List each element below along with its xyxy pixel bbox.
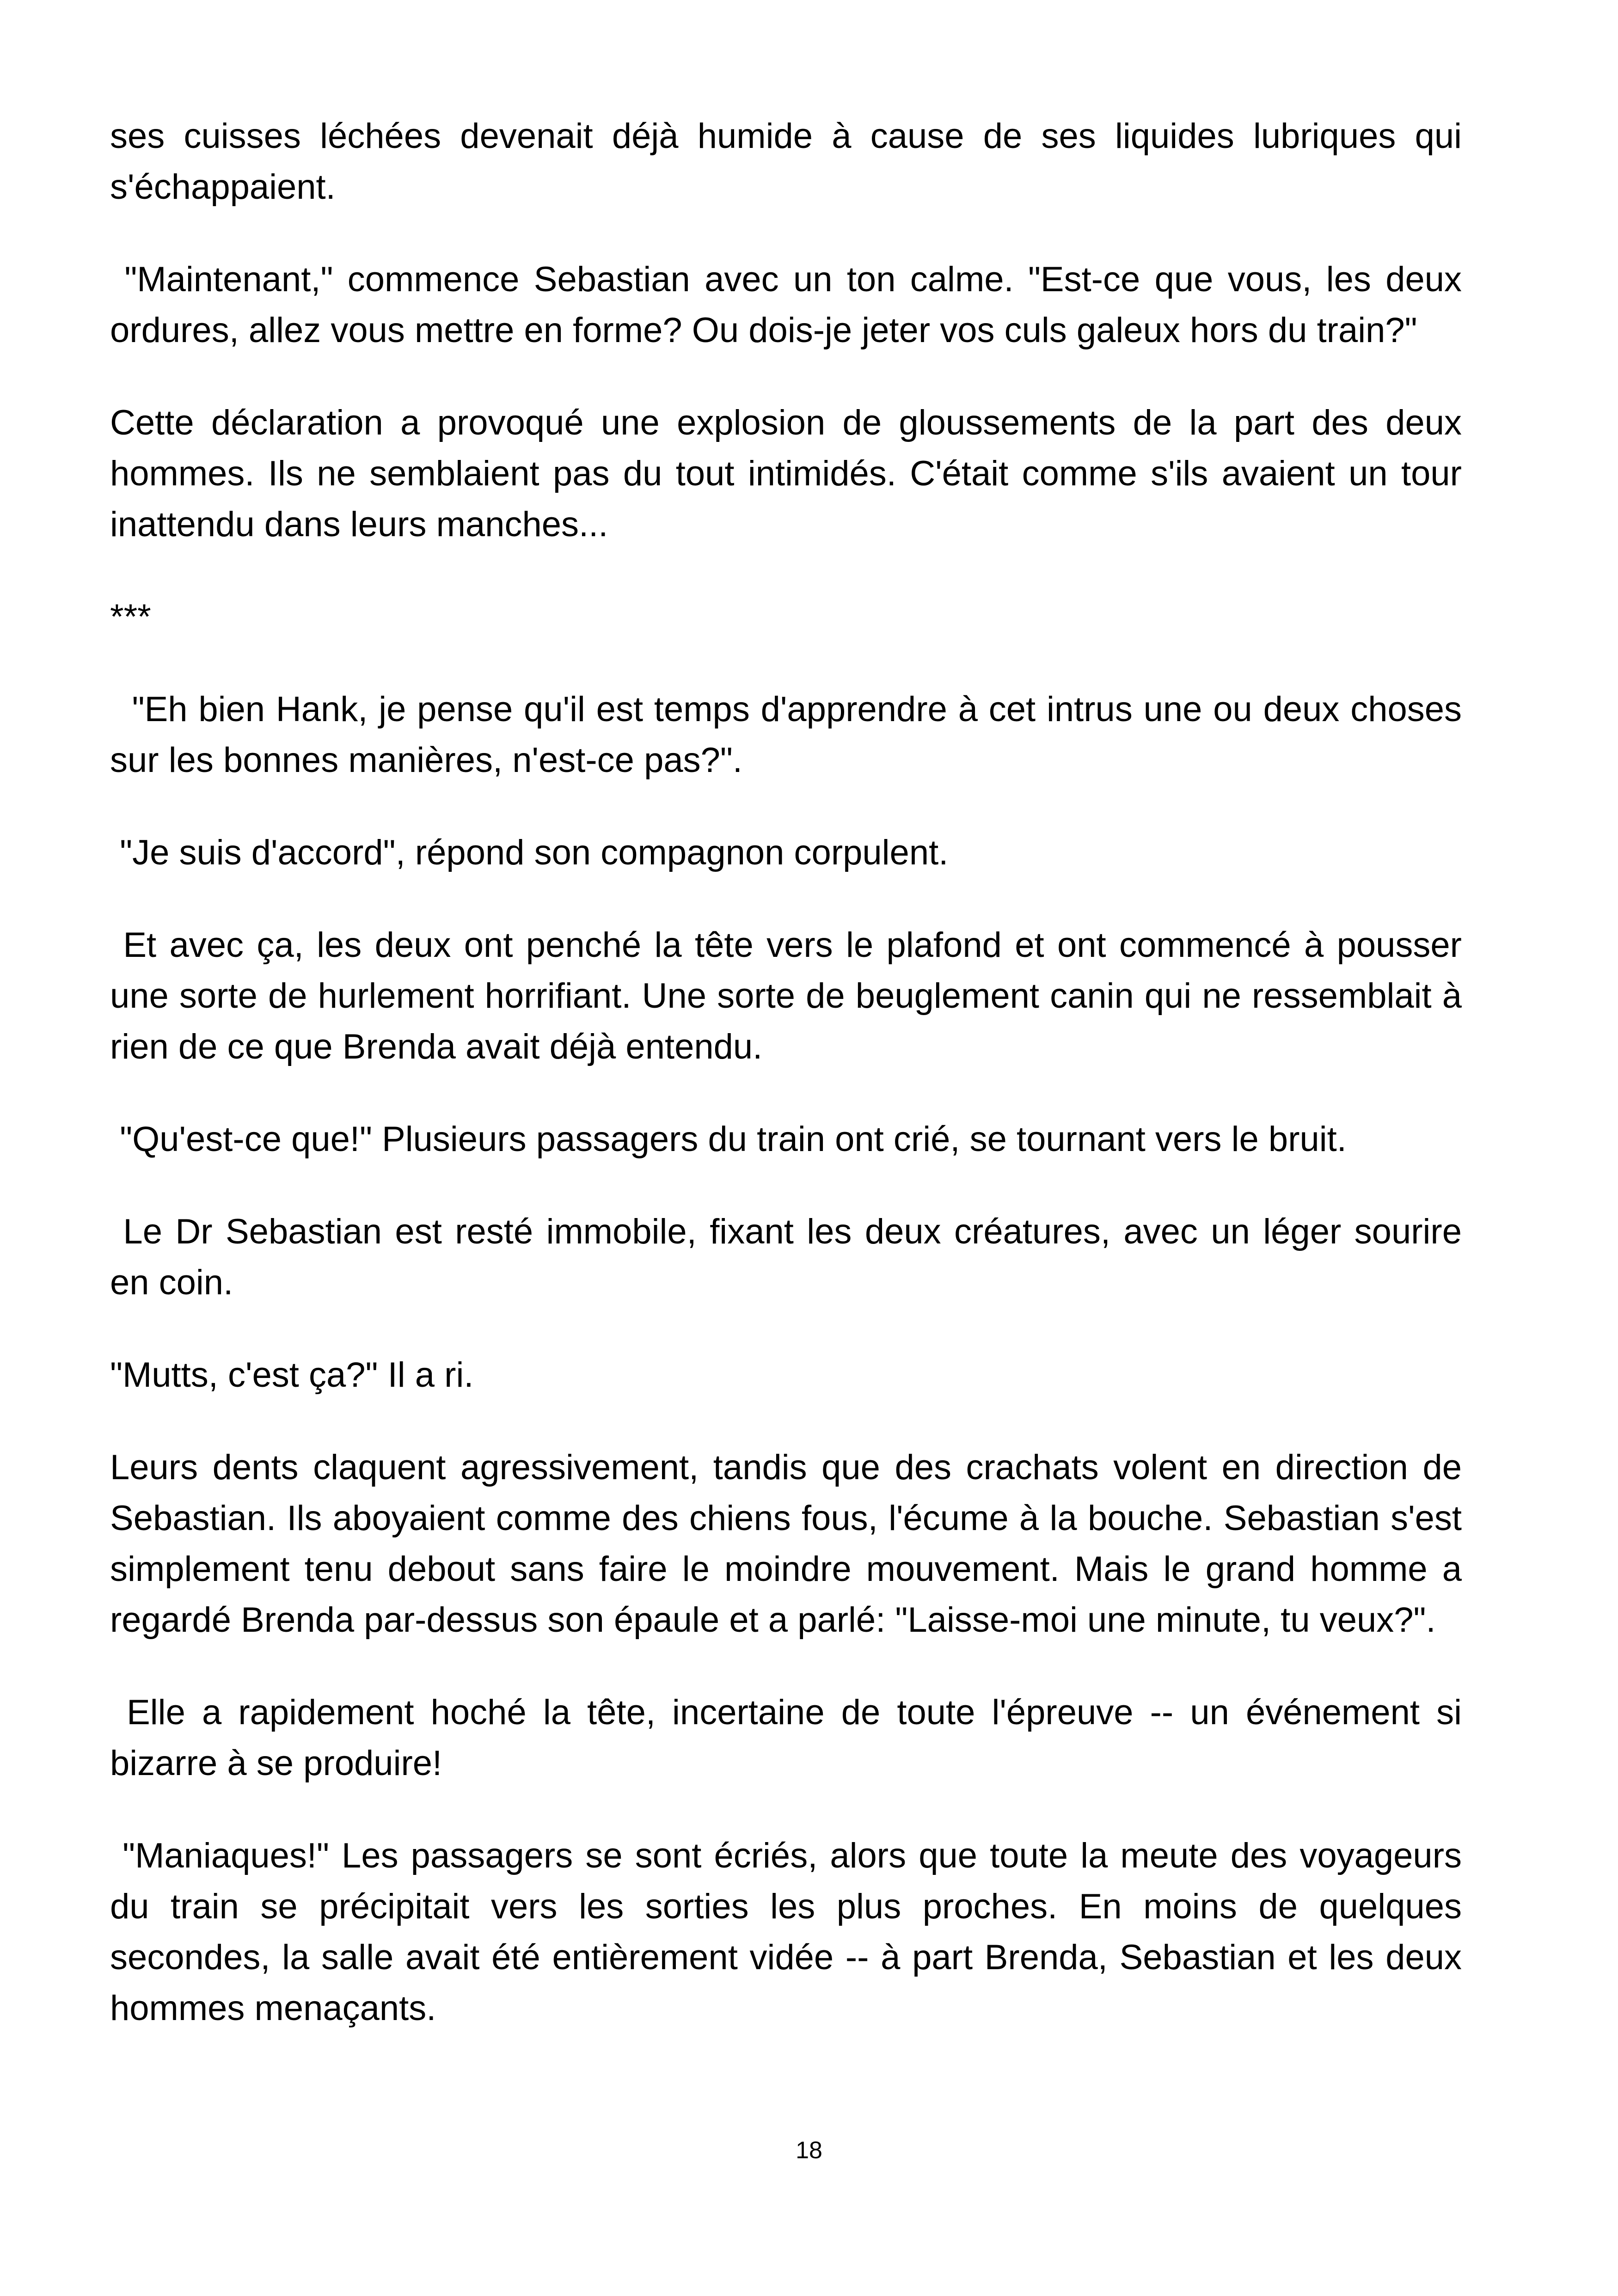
paragraph-1: ses cuisses léchées devenait déjà humide à cause de ses liquides lubriques qui s'échappaient. (110, 116, 1472, 207)
paragraph-13: "Maniaques!" Les passagers se sont écriés, alors que toute la meute des voyageurs du train se précipitait vers les sorties les plus proches. En moins de quelques secondes, la salle avait été entièrement vidée -- à part Brenda, Sebastian et les deux hommes menaçants. (110, 1836, 1472, 2028)
paragraph-6: "Je suis d'accord", répond son compagnon corpulent. (110, 833, 949, 872)
body-text (110, 111, 1472, 2076)
scene-break: *** (110, 597, 151, 637)
paragraph-10: "Mutts, c'est ça?" Il a ri. (110, 1355, 474, 1395)
paragraph-8: "Qu'est-ce que!" Plusieurs passagers du train ont crié, se tournant vers le bruit. (110, 1120, 1347, 1159)
page-number: 18 (796, 2137, 822, 2164)
paragraph-7: Et avec ça, les deux ont penché la tête vers le plafond et ont commencé à pousser une sorte de hurlement horrifiant. Une sorte de beuglement canin qui ne ressemblait à rien de ce que Brenda avait déjà entendu. (110, 925, 1472, 1066)
paragraph-9: Le Dr Sebastian est resté immobile, fixant les deux créatures, avec un léger sourire en coin. (110, 1212, 1472, 1302)
paragraph-5: "Eh bien Hank, je pense qu'il est temps d'apprendre à cet intrus une ou deux choses sur les bonnes manières, n'est-ce pas?". (110, 690, 1472, 780)
paragraph-11: Leurs dents claquent agressivement, tandis que des crachats volent en direction de Sebastian. Ils aboyaient comme des chiens fous, l'écume à la bouche. Sebastian s'est simplement tenu debout sans faire le moindre mouvement. Mais le grand homme a regardé Brenda par-dessus son épaule et a parlé: "Laisse-moi une minute, tu veux?". (110, 1448, 1472, 1640)
paragraph-2: "Maintenant," commence Sebastian avec un ton calme. "Est-ce que vous, les deux ordures, allez vous mettre en forme? Ou dois-je jeter vos culs galeux hors du train?" (110, 260, 1472, 350)
paragraph-3: Cette déclaration a provoqué une explosion de gloussements de la part des deux hommes. Ils ne semblaient pas du tout intimidés. C'était comme s'ils avaient un tour inattendu dans leurs manches... (110, 403, 1472, 544)
paragraph-12: Elle a rapidement hoché la tête, incertaine de toute l'épreuve -- un événement si bizarre à se produire! (110, 1693, 1472, 1783)
